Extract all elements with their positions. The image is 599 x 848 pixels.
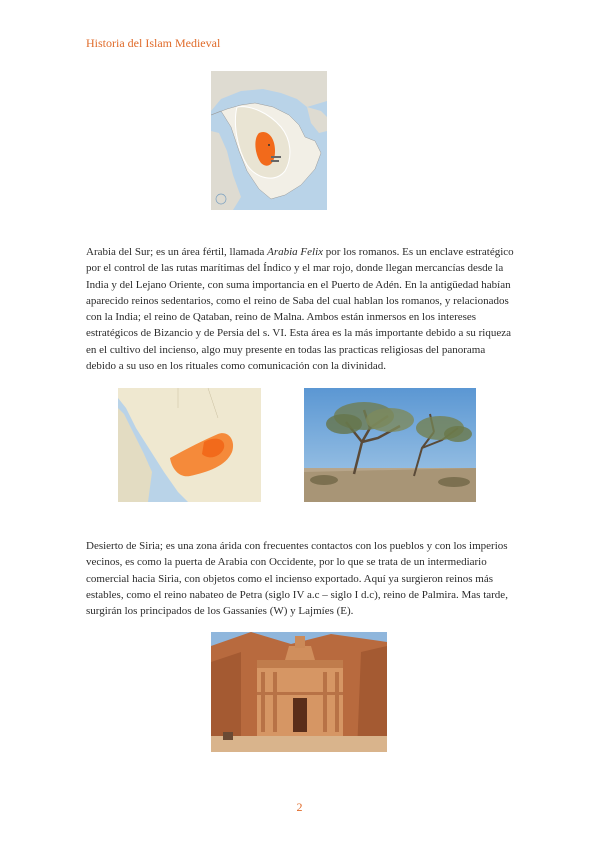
paragraph-arabia-del-sur bbox=[86, 244, 516, 374]
italic-term: Arabia Felix bbox=[267, 246, 324, 258]
running-header: Historia del Islam Medieval bbox=[86, 36, 221, 50]
paragraph-desierto-de-siria: Desierto de Siria; es una zona árida con frecuentes contactos con los pueblos y con los imperios vecinos, es como la puerta de Arabia con Occidente, por lo que se trata de un intermediario comercial hacia Siria, con objetos como el incienso exportado. Aquí ya surgieron reinos más estables, como el reino nabateo de Petra (siglo IV a.c – siglo I d.c), reino de Palmira. Mas tarde, surgirán los principados de los Gassaníes (W) y Lajmíes (E). bbox=[86, 540, 508, 618]
paragraph-text: Arabia del Sur; es un área fértil, llamada bbox=[86, 246, 268, 258]
paragraph-text: por los romanos. Es un enclave estratégico por el control de las rutas marítimas del Índico y el mar rojo, donde llegan mercancías desde la India y del Lejano Oriente, con suma importancia en el Puerto de Adén. En la antigüedad habían aparecido reinos sedentarios, como el reino de Saba del cual hablan los romanos, y relacionados con la India; el reino de Qataban, reino de Malna. Ambos están inmersos en los intereses estratégicos de Bizancio y de Persia del s. VI. Esta área es la más importante debido a su riqueza en el cultivo del incienso, algo muy presente en todas las practicas religiosas del panorama debido a su uso en los rituales como comunicación con la divinidad. bbox=[86, 246, 514, 373]
arabian-peninsula-map bbox=[211, 71, 327, 210]
page-number: 2 bbox=[296, 800, 303, 814]
petra-monastery-photo bbox=[211, 632, 387, 752]
south-arabia-map bbox=[118, 388, 261, 502]
frankincense-tree-photo bbox=[304, 388, 476, 502]
